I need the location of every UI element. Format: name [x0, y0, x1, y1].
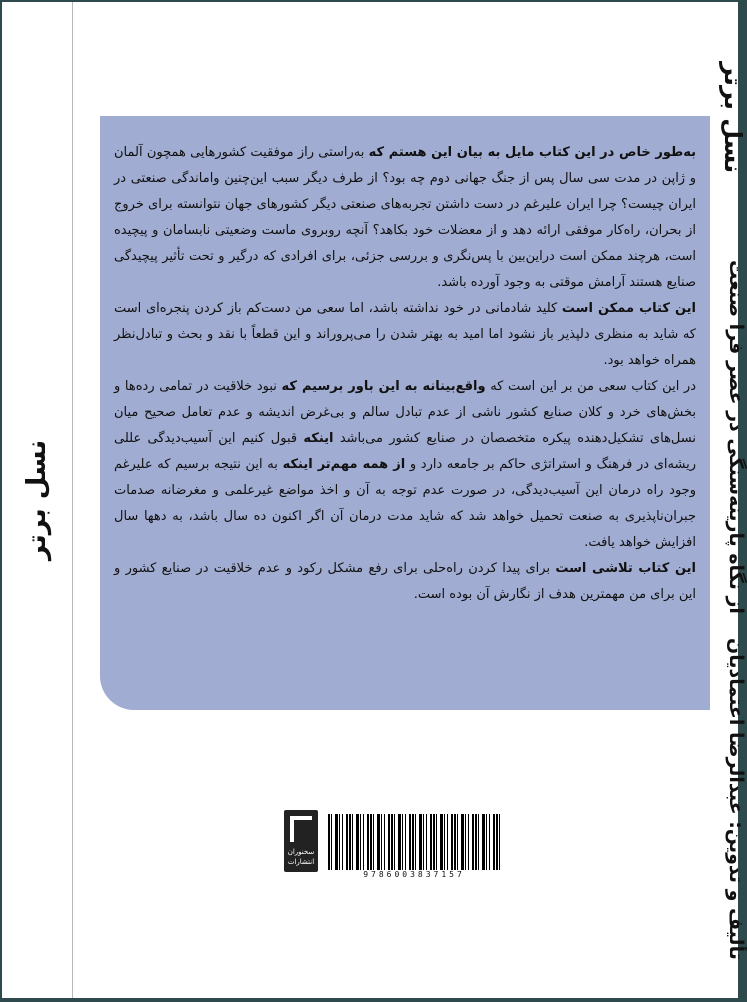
blurb-text: قبول کنیم این آسیب‌دیدگی عللی ریشه‌ای در فرهنگ و استراتژی حاکم بر جامعه دارد و	[114, 431, 696, 472]
blurb-text: به این نتیجه برسیم که علیرغم وجود راه درمان این آسیب‌دیدگی، در صورت عدم توجه به آن و اخذ مواضع غیرعلمی و مغرضانه صدمات جبران‌ناپذیری به صنعت تحمیل خواهد شد که شاید مدت درمان آن اگر اکنون ده سال باشد، به دهها سال افزایش خواهد یافت.	[114, 457, 696, 550]
isbn-number: 9786003837157	[328, 870, 500, 879]
quill-icon	[290, 816, 312, 842]
book-spine	[2, 2, 73, 998]
barcode-bars	[328, 814, 500, 872]
cover-subtitle: از نگاه پارینه‌سنگی در عصر فرا صنعت	[725, 260, 747, 614]
blurb-panel	[100, 116, 710, 710]
blurb-paragraph-3	[114, 374, 696, 556]
spine-title: نسل برتر	[22, 439, 52, 561]
publisher-logo	[284, 810, 318, 872]
publisher-tag: انتشارات	[287, 858, 315, 866]
blurb-text: نبود خلاقیت در تمامی رده‌ها و بخش‌های خرد و کلان صنایع کشور ناشی از عدم تبادل سالم و بی‌غرض اندیشه و عدم تعامل صحیح میان نسل‌های تشکیل‌دهنده پیکره متخصصان در صنایع کشور می‌باشد	[114, 379, 696, 446]
blurb-text: کلید شادمانی در خود نداشته باشد، اما سعی من دست‌کم باز کردن پنجره‌ای است که شاید به منظری دلپذیر باز نشود اما امید به بهتر شدن را می‌پروراند و این قطعاً با نقد و بحث و تبادل‌نظر همراه خواهد بود.	[114, 301, 696, 368]
blurb-emphasis: از همه مهم‌تر اینکه	[282, 457, 406, 472]
blurb-lead: این کتاب تلاشی است	[555, 561, 696, 576]
blurb-paragraph-2	[114, 296, 696, 374]
cover-title: نسل برتر	[719, 62, 747, 174]
blurb-paragraph-1	[114, 140, 696, 296]
publisher-name: سخنوران	[287, 848, 315, 856]
blurb-paragraph-4	[114, 556, 696, 608]
blurb-emphasis: واقع‌بینانه به این باور برسیم که	[281, 379, 486, 394]
blurb-lead: این کتاب ممکن است	[561, 301, 696, 316]
blurb-emphasis: اینکه	[303, 431, 334, 446]
author-line: تألیف و تدوین: عبدالرضا اعتمادیان	[725, 638, 747, 960]
blurb-lead: به‌طور خاص در این کتاب مایل به بیان این هستم که	[368, 145, 696, 160]
blurb-text: در این کتاب سعی من بر این است که	[485, 379, 697, 394]
blurb-text: به‌راستی راز موفقیت کشورهایی همچون آلمان و ژاپن در مدت سی سال پس از جنگ جهانی دوم چه بود؟ از طرف دیگر سبب این‌چنین واماندگی صنعتی در ایران چیست؟ چرا ایران علیرغم در دست داشتن تجربه‌های صنعتی دیگر کشورهای جهان نتوانسته برای خروج از بحران، راه‌کار موفقی ارائه دهد و از معضلات خود بکاهد؟ آنچه روبروی ماست وضعیتی نابسامان و پیچیده است، هرچند ممکن است دراین‌بین با پس‌نگری و بررسی جزئی، برای افرادی که درگیر و تحت تأثیر پیچیدگی صنایع هستند آرامش موقتی به وجود آورده باشد.	[114, 145, 696, 290]
blurb-text: برای پیدا کردن راه‌حلی برای رفع مشکل رکود و عدم خلاقیت در صنایع کشور و این برای من مهمترین هدف از نگارش آن بوده است.	[114, 561, 696, 602]
barcode-area	[284, 810, 500, 880]
back-cover	[2, 2, 747, 998]
